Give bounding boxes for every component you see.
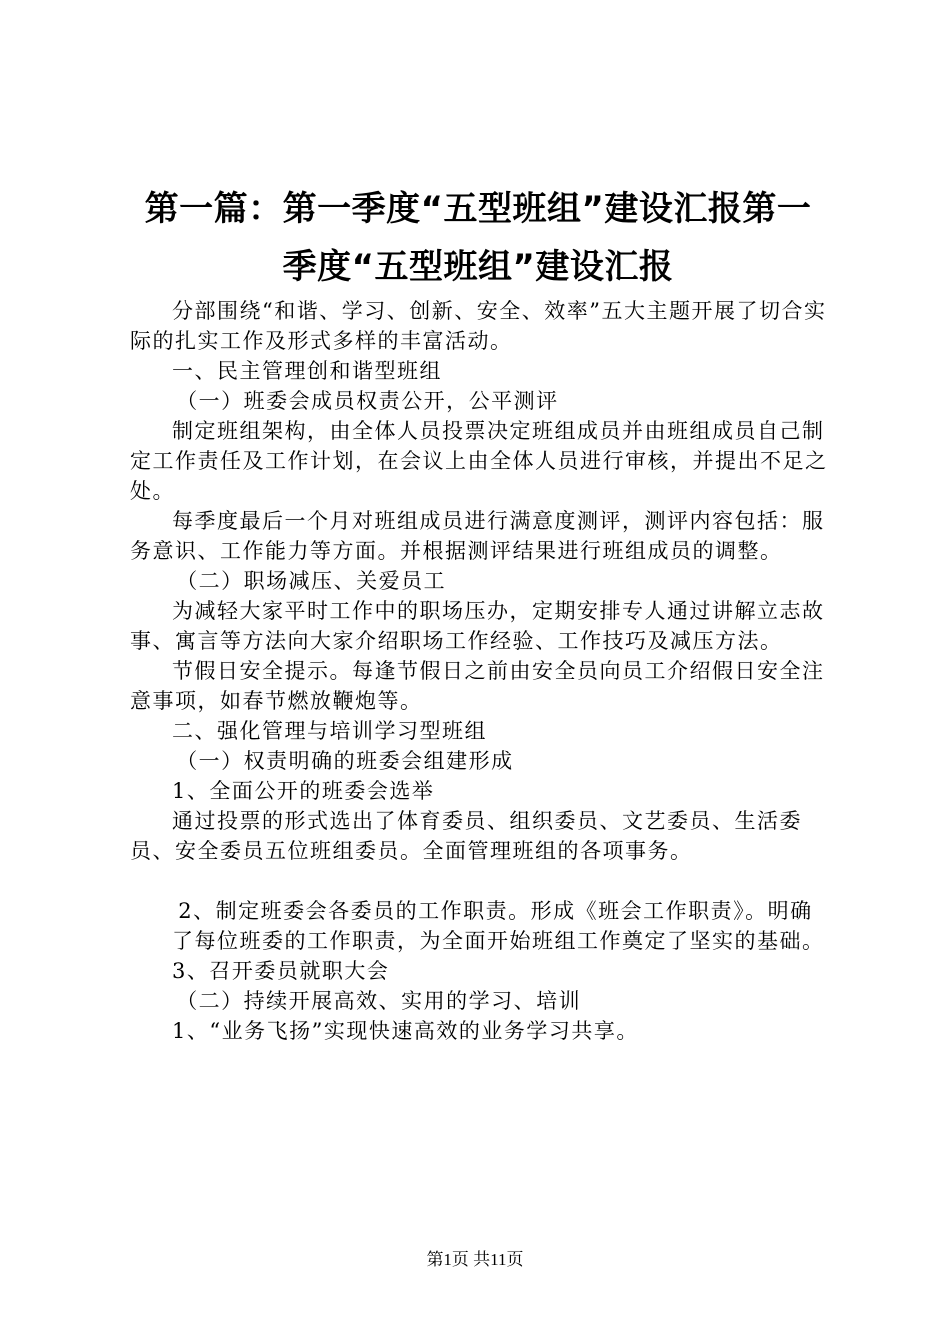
heading-subsection-1-2: （二）职场减压、关爱员工 (176, 569, 447, 593)
paragraph: 节假日安全提示。每逢节假日之前由安全员向员工介绍假日安全注意事项，如春节燃放鞭炮等。 (130, 659, 825, 713)
heading-subsection-2-2: （二）持续开展高效、实用的学习、培训 (176, 989, 582, 1013)
heading-subsection-2-1: （一）权责明确的班委会组建形成 (176, 749, 514, 773)
heading-section-1: 一、民主管理创和谐型班组 (172, 359, 442, 383)
list-item: 1、全面公开的班委会选举 (172, 779, 435, 803)
list-item: 1、“业务飞扬”实现快速高效的业务学习共享。 (172, 1019, 639, 1043)
heading-subsection-1-1: （一）班委会成员权责公开，公平测评 (176, 389, 559, 413)
paragraph-intro: 分部围绕“和谐、学习、创新、安全、效率”五大主题开展了切合实际的扎实工作及形式多样的丰富活动。 (130, 299, 827, 353)
document-body (130, 296, 830, 1046)
list-item: 2、制定班委会各委员的工作职责。形成《班会工作职责》。明确 (178, 899, 813, 923)
paragraph: 为减轻大家平时工作中的职场压办，定期安排专人通过讲解立志故事、寓言等方法向大家介绍职场工作经验、工作技巧及减压方法。 (130, 599, 825, 653)
page-footer: 第1页 共11页 (426, 1250, 524, 1269)
document-title: 第一篇：第一季度“五型班组”建设汇报第一季度“五型班组”建设汇报 (144, 189, 812, 287)
paragraph: 每季度最后一个月对班组成员进行满意度测评，测评内容包括：服务意识、工作能力等方面。并根据测评结果进行班组成员的调整。 (130, 509, 825, 563)
paragraph: 了每位班委的工作职责，为全面开始班组工作奠定了坚实的基础。 (172, 929, 825, 953)
blank-line (130, 866, 830, 896)
paragraph: 通过投票的形式选出了体育委员、组织委员、文艺委员、生活委员、安全委员五位班组委员。全面管理班组的各项事务。 (130, 809, 802, 863)
list-item: 3、召开委员就职大会 (172, 959, 390, 983)
heading-section-2: 二、强化管理与培训学习型班组 (172, 719, 487, 743)
paragraph: 制定班组架构，由全体人员投票决定班组成员并由班组成员自己制定工作责任及工作计划，在会议上由全体人员进行审核，并提出不足之处。 (130, 419, 828, 503)
